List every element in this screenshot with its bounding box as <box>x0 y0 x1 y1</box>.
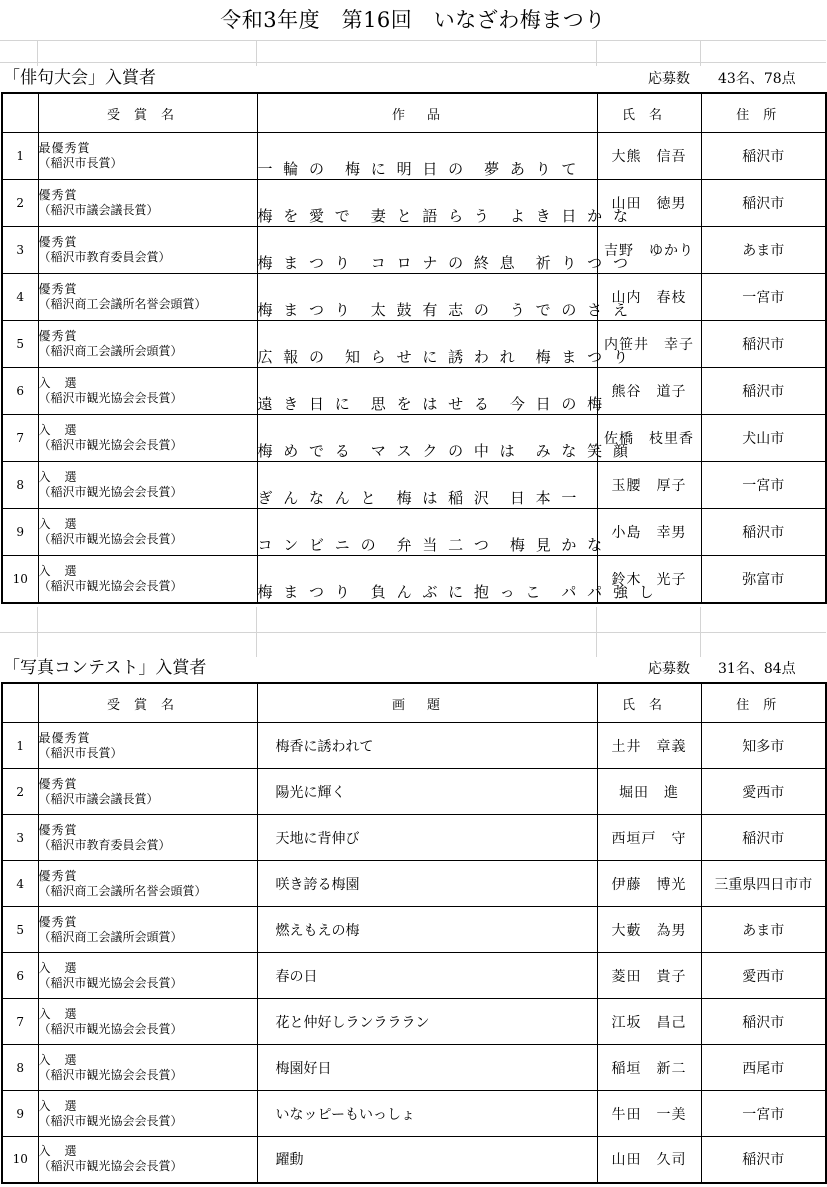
award-level: 最優秀賞 <box>38 730 91 745</box>
winner-name: 内笹井 幸子 <box>597 321 701 368</box>
award-level: 入 選 <box>38 960 78 975</box>
haiku-text: 広 報 の 知 ら せ に 誘 わ れ 梅 ま つ り <box>257 321 597 368</box>
award-cell <box>38 556 257 603</box>
award-sponsor: （稲沢市議会議長賞） <box>38 791 159 806</box>
winner-address: 稲沢市 <box>701 1137 826 1183</box>
photo-results-table <box>1 682 827 1184</box>
row-number: 10 <box>2 556 38 603</box>
subject-header: 画題 <box>257 683 597 723</box>
gridline <box>0 62 826 63</box>
winner-name: 吉野 ゆかり <box>597 227 701 274</box>
award-cell <box>38 1137 257 1183</box>
winner-name: 大熊 信吾 <box>597 133 701 180</box>
winner-address: 稲沢市 <box>701 368 826 415</box>
award-cell <box>38 999 257 1045</box>
gridline <box>37 40 38 66</box>
table-row <box>2 321 826 368</box>
haiku-results-table <box>1 92 827 604</box>
award-level: 優秀賞 <box>38 188 78 202</box>
photo-section-title: 「写真コンテスト」入賞者 <box>3 658 207 678</box>
winner-address: 一宮市 <box>701 462 826 509</box>
table-row <box>2 274 826 321</box>
address-header: 住所 <box>701 93 826 133</box>
award-level: 優秀賞 <box>38 282 78 296</box>
table-header-row <box>2 683 826 723</box>
gridline <box>596 40 597 66</box>
award-sponsor: （稲沢市教育委員会賞） <box>38 250 171 264</box>
award-cell <box>38 321 257 368</box>
work-header: 作品 <box>257 93 597 133</box>
award-cell <box>38 227 257 274</box>
gridline <box>256 607 257 657</box>
photo-title: 梅園好日 <box>257 1045 597 1091</box>
photo-title: 梅香に誘われて <box>257 723 597 769</box>
photo-entry-count: 応募数 31名、84点 <box>648 661 796 677</box>
winner-name: 西垣戸 守 <box>597 815 701 861</box>
award-level: 入 選 <box>38 470 78 484</box>
photo-title: 天地に背伸び <box>257 815 597 861</box>
award-cell <box>38 1091 257 1137</box>
winner-address: 愛西市 <box>701 769 826 815</box>
award-level: 入 選 <box>38 1144 78 1159</box>
row-number: 2 <box>2 769 38 815</box>
award-level: 優秀賞 <box>38 914 78 929</box>
table-row <box>2 368 826 415</box>
award-cell <box>38 861 257 907</box>
haiku-text: 梅 ま つ り コ ロ ナ の 終 息 祈 り つ つ <box>257 227 597 274</box>
award-level: 最優秀賞 <box>38 141 91 155</box>
award-sponsor: （稲沢市長賞） <box>38 745 123 760</box>
photo-title: 陽光に輝く <box>257 769 597 815</box>
winner-address: 西尾市 <box>701 1045 826 1091</box>
table-row <box>2 953 826 999</box>
row-number: 8 <box>2 1045 38 1091</box>
row-number: 1 <box>2 133 38 180</box>
table-row <box>2 1137 826 1183</box>
gridline <box>0 632 826 633</box>
row-number: 4 <box>2 861 38 907</box>
winner-address: 一宮市 <box>701 1091 826 1137</box>
table-row <box>2 1091 826 1137</box>
row-number: 7 <box>2 999 38 1045</box>
number-header <box>2 93 38 133</box>
row-number: 3 <box>2 227 38 274</box>
award-level: 入 選 <box>38 563 78 578</box>
winner-name: 堀田 進 <box>597 769 701 815</box>
gridline <box>700 607 701 657</box>
row-number: 6 <box>2 368 38 415</box>
award-cell <box>38 907 257 953</box>
award-sponsor: （稲沢市観光協会会長賞） <box>38 1159 183 1174</box>
award-sponsor: （稲沢商工会議所会頭賞） <box>38 929 183 944</box>
winner-address: 稲沢市 <box>701 509 826 556</box>
haiku-text: ぎ ん な ん と 梅 は 稲 沢 日 本 一 <box>257 462 597 509</box>
award-level: 入 選 <box>38 1052 78 1067</box>
winner-address: あま市 <box>701 907 826 953</box>
row-number: 3 <box>2 815 38 861</box>
award-cell <box>38 509 257 556</box>
table-row <box>2 1045 826 1091</box>
winner-address: 犬山市 <box>701 415 826 462</box>
award-cell <box>38 462 257 509</box>
address-header: 住所 <box>701 683 826 723</box>
row-number: 8 <box>2 462 38 509</box>
row-number: 7 <box>2 415 38 462</box>
gridline <box>256 40 257 66</box>
award-cell <box>38 274 257 321</box>
winner-address: 弥富市 <box>701 556 826 603</box>
award-header: 受賞名 <box>38 93 257 133</box>
winner-name: 稲垣 新二 <box>597 1045 701 1091</box>
award-sponsor: （稲沢市観光協会会長賞） <box>38 485 183 499</box>
award-cell <box>38 769 257 815</box>
winner-name: 江坂 昌己 <box>597 999 701 1045</box>
table-row <box>2 769 826 815</box>
winner-address: 稲沢市 <box>701 999 826 1045</box>
award-sponsor: （稲沢市教育委員会賞） <box>38 837 171 852</box>
winner-name: 山田 久司 <box>597 1137 701 1183</box>
award-sponsor: （稲沢市観光協会会長賞） <box>38 975 183 990</box>
photo-title: 咲き誇る梅園 <box>257 861 597 907</box>
award-sponsor: （稲沢商工会議所名誉会頭賞） <box>38 883 207 898</box>
photo-title: 花と仲好しランラララン <box>257 999 597 1045</box>
table-row <box>2 907 826 953</box>
award-sponsor: （稲沢市観光協会会長賞） <box>38 532 183 546</box>
winner-name: 小島 幸男 <box>597 509 701 556</box>
winner-address: 愛西市 <box>701 953 826 999</box>
haiku-text: 梅 ま つ り 太 鼓 有 志 の う で の さ え <box>257 274 597 321</box>
winner-name: 山内 春枝 <box>597 274 701 321</box>
award-level: 優秀賞 <box>38 329 78 343</box>
winner-name: 伊藤 博光 <box>597 861 701 907</box>
table-row <box>2 133 826 180</box>
row-number: 4 <box>2 274 38 321</box>
award-sponsor: （稲沢市観光協会会長賞） <box>38 1113 183 1128</box>
haiku-text: 梅 め で る マ ス ク の 中 は み な 笑 顔 <box>257 415 597 462</box>
winner-address: 稲沢市 <box>701 321 826 368</box>
award-cell <box>38 953 257 999</box>
name-header: 氏名 <box>597 683 701 723</box>
winner-name: 大藪 為男 <box>597 907 701 953</box>
row-number: 1 <box>2 723 38 769</box>
winner-name: 熊谷 道子 <box>597 368 701 415</box>
haiku-text: 梅 を 愛 で 妻 と 語 ら う よ き 日 か な <box>257 180 597 227</box>
award-sponsor: （稲沢市議会議長賞） <box>38 203 159 217</box>
award-sponsor: （稲沢市観光協会会長賞） <box>38 438 183 452</box>
winner-name: 鈴木 光子 <box>597 556 701 603</box>
haiku-entry-count: 応募数 43名、78点 <box>648 71 796 87</box>
table-row <box>2 509 826 556</box>
row-number: 6 <box>2 953 38 999</box>
page-title: 令和3年度 第16回 いなざわ梅まつり <box>220 8 606 32</box>
gridline <box>37 607 38 657</box>
row-number: 9 <box>2 509 38 556</box>
award-level: 優秀賞 <box>38 776 78 791</box>
award-sponsor: （稲沢市長賞） <box>38 156 123 170</box>
row-number: 9 <box>2 1091 38 1137</box>
table-row <box>2 462 826 509</box>
number-header <box>2 683 38 723</box>
award-level: 入 選 <box>38 1006 78 1021</box>
photo-title: 躍動 <box>257 1137 597 1183</box>
haiku-section-title: 「俳句大会」入賞者 <box>3 68 156 88</box>
award-level: 入 選 <box>38 517 78 531</box>
award-level: 優秀賞 <box>38 822 78 837</box>
award-level: 入 選 <box>38 1098 78 1113</box>
table-row <box>2 180 826 227</box>
name-header: 氏名 <box>597 93 701 133</box>
table-row <box>2 723 826 769</box>
winner-address: あま市 <box>701 227 826 274</box>
haiku-text: コ ン ビ ニ の 弁 当 二 つ 梅 見 か な <box>257 509 597 556</box>
winner-name: 土井 章義 <box>597 723 701 769</box>
winner-name: 牛田 一美 <box>597 1091 701 1137</box>
table-row <box>2 999 826 1045</box>
photo-title: 春の日 <box>257 953 597 999</box>
table-row <box>2 861 826 907</box>
winner-address: 稲沢市 <box>701 133 826 180</box>
gridline <box>700 40 701 66</box>
winner-name: 玉腰 厚子 <box>597 462 701 509</box>
award-level: 入 選 <box>38 423 78 437</box>
award-cell <box>38 133 257 180</box>
winner-name: 菱田 貴子 <box>597 953 701 999</box>
award-level: 優秀賞 <box>38 868 78 883</box>
winner-address: 三重県四日市市 <box>701 861 826 907</box>
row-number: 5 <box>2 907 38 953</box>
winner-address: 稲沢市 <box>701 815 826 861</box>
award-sponsor: （稲沢市観光協会会長賞） <box>38 1021 183 1036</box>
award-cell <box>38 180 257 227</box>
row-number: 5 <box>2 321 38 368</box>
row-number: 10 <box>2 1137 38 1183</box>
award-cell <box>38 815 257 861</box>
table-row <box>2 227 826 274</box>
award-cell <box>38 368 257 415</box>
photo-title: 燃えもえの梅 <box>257 907 597 953</box>
haiku-text: 梅 ま つ り 負 ん ぶ に 抱 っ こ パ パ 強 し <box>257 556 597 603</box>
award-header: 受賞名 <box>38 683 257 723</box>
award-sponsor: （稲沢市観光協会会長賞） <box>38 1067 183 1082</box>
award-sponsor: （稲沢商工会議所会頭賞） <box>38 344 183 358</box>
table-row <box>2 415 826 462</box>
haiku-text: 一 輪 の 梅 に 明 日 の 夢 あ り て <box>257 133 597 180</box>
photo-title: いなッピーもいっしょ <box>257 1091 597 1137</box>
award-cell <box>38 1045 257 1091</box>
table-header-row <box>2 93 826 133</box>
gridline <box>596 607 597 657</box>
winner-address: 知多市 <box>701 723 826 769</box>
gridline <box>0 40 826 41</box>
winner-address: 一宮市 <box>701 274 826 321</box>
award-level: 優秀賞 <box>38 235 78 249</box>
award-cell <box>38 415 257 462</box>
winner-address: 稲沢市 <box>701 180 826 227</box>
award-sponsor: （稲沢市観光協会会長賞） <box>38 391 183 405</box>
award-sponsor: （稲沢市観光協会会長賞） <box>38 578 183 593</box>
award-cell <box>38 723 257 769</box>
winner-name: 佐橋 枝里香 <box>597 415 701 462</box>
table-row <box>2 556 826 603</box>
award-level: 入 選 <box>38 376 78 390</box>
row-number: 2 <box>2 180 38 227</box>
haiku-text: 遠 き 日 に 思 を は せ る 今 日 の 梅 <box>257 368 597 415</box>
award-sponsor: （稲沢商工会議所名誉会頭賞） <box>38 297 207 311</box>
table-row <box>2 815 826 861</box>
winner-name: 山田 徳男 <box>597 180 701 227</box>
